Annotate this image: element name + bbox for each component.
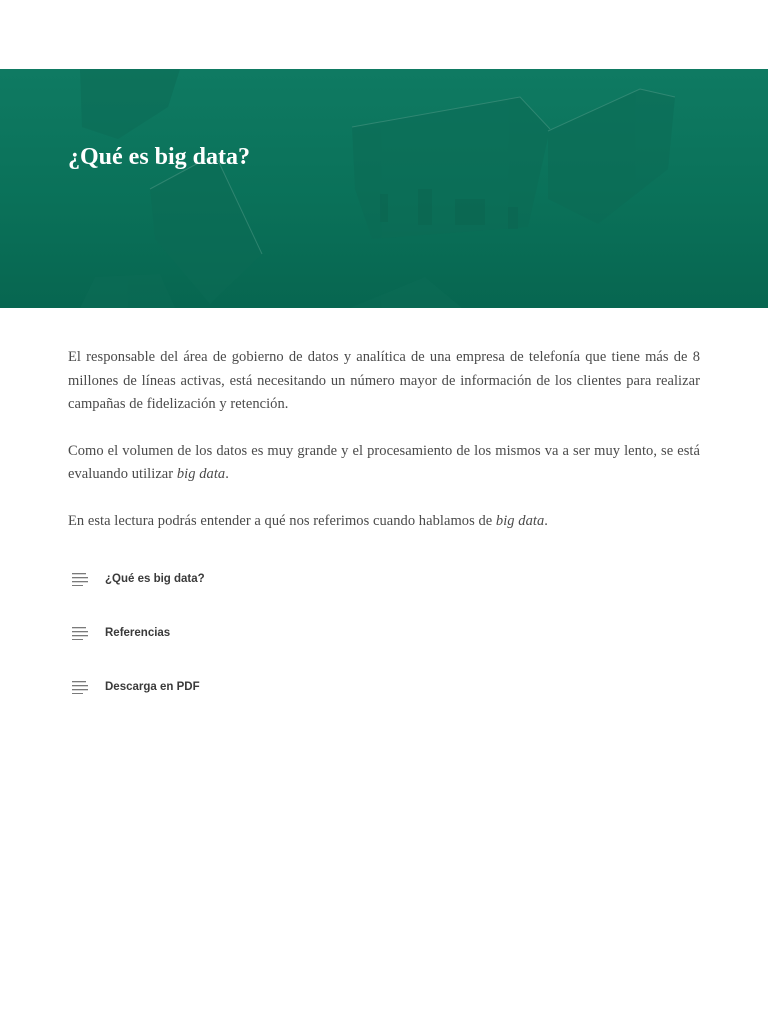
toc-item-label: Descarga en PDF bbox=[105, 681, 200, 693]
intro-section bbox=[68, 346, 700, 556]
intro-paragraph: El responsable del área de gobierno de datos y analítica de una empresa de telefonía que tiene más de 8 millones de líneas activas, está necesitando un número mayor de información de los clientes para realizar campañas de fidelización y retención. bbox=[68, 349, 700, 412]
paragraph-text: . bbox=[225, 466, 229, 482]
list-lines-icon bbox=[72, 626, 90, 640]
list-lines-icon bbox=[72, 572, 90, 586]
toc-item-label: ¿Qué es big data? bbox=[105, 573, 205, 585]
toc-item-label: Referencias bbox=[105, 627, 171, 639]
paragraph-text: Como el volumen de los datos es muy grande y el procesamiento de los mismos va a ser muy lento, se está evaluando utilizar bbox=[68, 442, 700, 482]
toc-item-descarga-pdf[interactable] bbox=[72, 672, 472, 702]
toc-item-referencias[interactable] bbox=[72, 618, 472, 648]
intro-paragraph bbox=[68, 440, 700, 487]
hero-background-illustration bbox=[0, 69, 768, 308]
hero-banner bbox=[0, 69, 768, 308]
table-of-contents bbox=[72, 564, 472, 726]
intro-paragraph bbox=[68, 510, 700, 534]
list-lines-icon bbox=[72, 680, 90, 694]
toc-item-que-es-big-data[interactable] bbox=[72, 564, 472, 594]
paragraph-text: En esta lectura podrás entender a qué nos referimos cuando hablamos de bbox=[68, 512, 496, 529]
emphasis-term: big data bbox=[495, 512, 545, 529]
emphasis-term: big data bbox=[176, 466, 226, 482]
paragraph-text: . bbox=[544, 512, 548, 529]
page-title: ¿Qué es big data? bbox=[68, 144, 251, 170]
